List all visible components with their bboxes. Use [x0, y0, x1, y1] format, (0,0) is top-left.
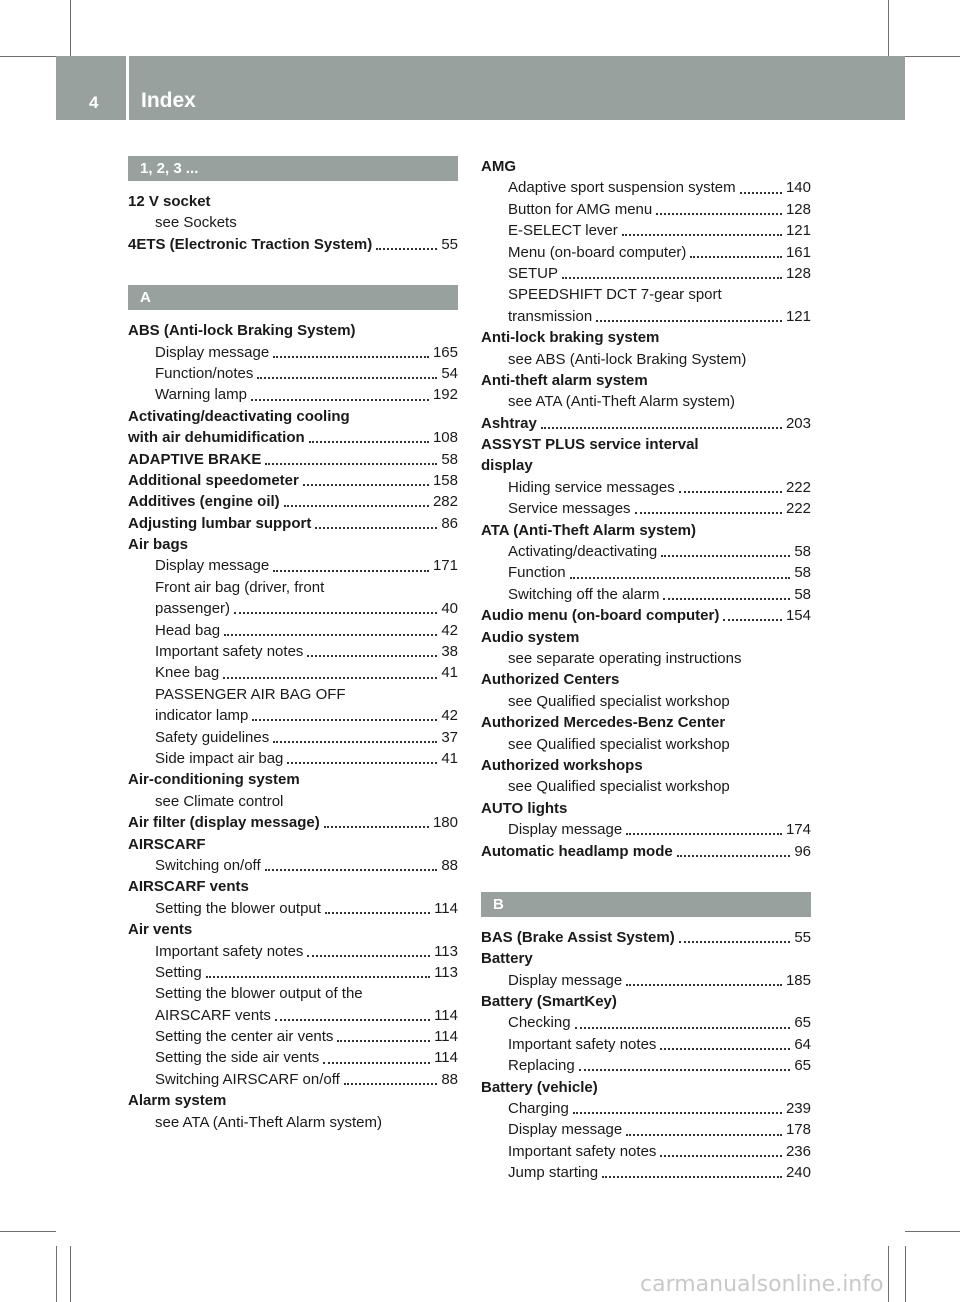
- entry-label: Knee bag: [155, 664, 220, 682]
- entry-label: Air bags: [128, 536, 189, 554]
- entry-label: Air-conditioning system: [128, 771, 300, 789]
- entry-label: SETUP: [508, 264, 559, 282]
- entry-label: Display message: [508, 821, 623, 839]
- index-subentry[interactable]: [128, 727, 458, 748]
- index-entry: [481, 755, 811, 776]
- index-subentry[interactable]: [481, 498, 811, 519]
- entry-label: Setting: [155, 963, 202, 981]
- index-subentry: [481, 734, 811, 755]
- page-reference[interactable]: 114: [434, 1049, 458, 1067]
- entry-label: passenger): [155, 600, 231, 618]
- page-reference[interactable]: 185: [785, 971, 811, 989]
- dot-leader: [257, 376, 437, 379]
- index-entry[interactable]: [128, 234, 458, 255]
- page-reference[interactable]: 38: [441, 643, 458, 661]
- entry-label: Warning lamp: [155, 386, 247, 404]
- dot-leader: [677, 854, 791, 857]
- dot-leader: [690, 255, 782, 258]
- index-entry[interactable]: [128, 470, 458, 491]
- dot-leader: [303, 483, 429, 486]
- dot-leader: [596, 319, 782, 322]
- index-subentry[interactable]: [481, 177, 811, 198]
- dot-leader: [660, 1047, 790, 1050]
- page-reference[interactable]: 88: [441, 856, 458, 874]
- entry-label: see ATA (Anti-Theft Alarm system): [508, 393, 736, 411]
- page-reference[interactable]: 222: [785, 500, 811, 518]
- page-reference[interactable]: 161: [785, 243, 811, 261]
- index-entry[interactable]: [128, 513, 458, 534]
- index-subentry[interactable]: [481, 819, 811, 840]
- entry-label: display: [481, 457, 533, 475]
- section-header: A: [128, 285, 458, 310]
- index-subentry[interactable]: [481, 1034, 811, 1055]
- entry-label: Activating/deactivating cooling: [128, 407, 350, 425]
- index-entry: [128, 191, 458, 212]
- page-reference[interactable]: 114: [434, 899, 458, 917]
- index-subentry: [481, 776, 811, 797]
- index-subentry[interactable]: [128, 855, 458, 876]
- index-subentry[interactable]: [128, 384, 458, 405]
- entry-label: PASSENGER AIR BAG OFF: [155, 685, 346, 703]
- index-entry[interactable]: [481, 927, 811, 948]
- entry-label: Switching AIRSCARF on/off: [155, 1070, 340, 1088]
- entry-label: Head bag: [155, 621, 221, 639]
- entry-label: Replacing: [508, 1057, 575, 1075]
- dot-leader: [660, 1154, 782, 1157]
- spacer: [128, 181, 458, 191]
- entry-label: Setting the side air vents: [155, 1049, 320, 1067]
- page-header: [56, 56, 905, 120]
- spacer: [481, 862, 811, 892]
- entry-label: Menu (on-board computer): [508, 243, 687, 261]
- page-reference[interactable]: 178: [785, 1121, 811, 1139]
- page-reference[interactable]: 96: [794, 842, 811, 860]
- page-reference[interactable]: 113: [434, 942, 458, 960]
- dot-leader: [723, 618, 782, 621]
- entry-label: Adjusting lumbar support: [128, 514, 312, 532]
- dot-leader: [273, 569, 429, 572]
- page-reference[interactable]: 37: [441, 728, 458, 746]
- index-subentry[interactable]: [128, 363, 458, 384]
- page-reference[interactable]: 140: [785, 179, 811, 197]
- page-number: 4: [89, 93, 99, 112]
- index-entry: [128, 919, 458, 940]
- page-reference[interactable]: 154: [785, 607, 811, 625]
- entry-label: Display message: [508, 1121, 623, 1139]
- entry-label: Adaptive sport suspension system: [508, 179, 736, 197]
- index-subentry: [128, 212, 458, 233]
- dot-leader: [223, 676, 437, 679]
- entry-label: Button for AMG menu: [508, 200, 653, 218]
- page-reference[interactable]: 128: [785, 200, 811, 218]
- dot-leader: [337, 1039, 430, 1042]
- index-subentry: [481, 349, 811, 370]
- page-reference[interactable]: 114: [434, 1028, 458, 1046]
- entry-label: Audio menu (on-board computer): [481, 607, 720, 625]
- index-subentry: [481, 691, 811, 712]
- index-entry: [128, 876, 458, 897]
- dot-leader: [575, 1026, 791, 1029]
- entry-label: see Sockets: [155, 214, 237, 232]
- dot-leader: [376, 247, 437, 250]
- dot-leader: [265, 868, 438, 871]
- dot-leader: [273, 355, 429, 358]
- index-subentry[interactable]: [128, 662, 458, 683]
- index-entry: [481, 434, 811, 455]
- index-entry: [481, 798, 811, 819]
- index-subentry: [128, 1112, 458, 1133]
- crop-mark: [888, 0, 889, 56]
- index-entry: [481, 455, 811, 476]
- dot-leader: [626, 1133, 782, 1136]
- page-reference[interactable]: 222: [785, 478, 811, 496]
- crop-mark: [70, 0, 71, 56]
- index-subentry[interactable]: [481, 1119, 811, 1140]
- entry-label: Authorized Centers: [481, 671, 620, 689]
- entry-label: Front air bag (driver, front: [155, 578, 325, 596]
- dot-leader: [307, 954, 430, 957]
- crop-mark: [905, 56, 960, 57]
- watermark: carmanualsonline.info: [640, 1272, 884, 1297]
- index-entry: [481, 627, 811, 648]
- entry-label: Additional speedometer: [128, 471, 299, 489]
- index-column-left: [128, 156, 458, 1133]
- entry-label: Setting the center air vents: [155, 1028, 334, 1046]
- entry-label: Battery (vehicle): [481, 1078, 598, 1096]
- entry-label: Hiding service messages: [508, 478, 675, 496]
- dot-leader: [679, 940, 791, 943]
- entry-label: Switching on/off: [155, 856, 261, 874]
- dot-leader: [602, 1175, 782, 1178]
- entry-label: see ABS (Anti-lock Braking System): [508, 350, 747, 368]
- section-header: 1, 2, 3 ...: [128, 156, 458, 181]
- index-subentry[interactable]: [481, 199, 811, 220]
- entry-label: Display message: [508, 971, 623, 989]
- dot-leader: [622, 233, 782, 236]
- entry-label: ATA (Anti-Theft Alarm system): [481, 521, 697, 539]
- entry-label: Anti-lock braking system: [481, 329, 660, 347]
- dot-leader: [344, 1082, 438, 1085]
- entry-label: Jump starting: [508, 1164, 599, 1182]
- spacer: [128, 310, 458, 320]
- page-reference[interactable]: 121: [785, 222, 811, 240]
- dot-leader: [265, 462, 437, 465]
- entry-label: AMG: [481, 158, 516, 175]
- index-entry[interactable]: [128, 491, 458, 512]
- dot-leader: [679, 490, 782, 493]
- page-reference[interactable]: 180: [432, 814, 458, 832]
- crop-mark: [0, 1231, 56, 1232]
- page-reference[interactable]: 86: [441, 514, 458, 532]
- dot-leader: [224, 633, 437, 636]
- page-reference[interactable]: 108: [432, 429, 458, 447]
- index-entry[interactable]: [481, 413, 811, 434]
- index-entry: [481, 370, 811, 391]
- entry-label: Battery: [481, 950, 533, 968]
- page-reference[interactable]: 42: [441, 621, 458, 639]
- crop-mark: [888, 1246, 889, 1302]
- page-reference[interactable]: 58: [794, 543, 811, 561]
- index-subentry[interactable]: [481, 1141, 811, 1162]
- index-entry: [481, 712, 811, 733]
- index-subentry[interactable]: [481, 263, 811, 284]
- entry-label: Additives (engine oil): [128, 493, 280, 511]
- entry-label: Anti-theft alarm system: [481, 371, 648, 389]
- page-reference[interactable]: 40: [441, 600, 458, 618]
- entry-label: Alarm system: [128, 1092, 227, 1110]
- index-subentry[interactable]: [481, 477, 811, 498]
- entry-label: BAS (Brake Assist System): [481, 928, 675, 946]
- index-subentry[interactable]: [481, 220, 811, 241]
- crop-mark: [905, 1246, 906, 1302]
- dot-leader: [287, 761, 437, 764]
- index-subentry[interactable]: [128, 555, 458, 576]
- dot-leader: [307, 654, 437, 657]
- index-subentry[interactable]: [481, 242, 811, 263]
- index-subentry[interactable]: [128, 641, 458, 662]
- index-subentry[interactable]: [481, 970, 811, 991]
- entry-label: Activating/deactivating: [508, 543, 658, 561]
- index-entry: [481, 156, 811, 177]
- dot-leader: [626, 832, 782, 835]
- page-title: Index: [141, 89, 196, 112]
- entry-label: Air vents: [128, 921, 193, 939]
- index-entry[interactable]: [481, 605, 811, 626]
- page-reference[interactable]: 165: [432, 343, 458, 361]
- index-entry: [481, 1077, 811, 1098]
- entry-label: indicator lamp: [155, 707, 249, 725]
- entry-label: see Climate control: [155, 792, 284, 810]
- entry-label: Battery (SmartKey): [481, 993, 617, 1011]
- section-header: B: [481, 892, 811, 917]
- entry-label: Important safety notes: [508, 1142, 657, 1160]
- crop-mark: [56, 1246, 57, 1302]
- dot-leader: [661, 554, 790, 557]
- dot-leader: [663, 597, 790, 600]
- index-subentry[interactable]: [128, 705, 458, 726]
- page-reference[interactable]: 203: [785, 414, 811, 432]
- page-reference[interactable]: 58: [794, 585, 811, 603]
- index-subentry[interactable]: [128, 598, 458, 619]
- dot-leader: [275, 1018, 430, 1021]
- index-entry: [128, 1090, 458, 1111]
- index-entry[interactable]: [128, 812, 458, 833]
- entry-label: Audio system: [481, 628, 580, 646]
- index-subentry[interactable]: [128, 898, 458, 919]
- dot-leader: [315, 526, 437, 529]
- index-entry: [128, 320, 458, 341]
- entry-label: SPEEDSHIFT DCT 7-gear sport: [508, 286, 722, 304]
- spacer: [481, 917, 811, 927]
- index-subentry[interactable]: [481, 1055, 811, 1076]
- index-entry: [481, 991, 811, 1012]
- entry-label: transmission: [508, 307, 593, 325]
- index-entry[interactable]: [128, 427, 458, 448]
- dot-leader: [324, 825, 429, 828]
- crop-mark: [0, 56, 56, 57]
- index-subentry[interactable]: [481, 306, 811, 327]
- index-subentry[interactable]: [128, 1047, 458, 1068]
- spacer: [128, 255, 458, 285]
- index-subentry[interactable]: [128, 620, 458, 641]
- entry-label: Authorized Mercedes-Benz Center: [481, 714, 726, 732]
- dot-leader: [579, 1068, 791, 1071]
- page-reference[interactable]: 113: [434, 963, 458, 981]
- entry-label: Charging: [508, 1100, 569, 1118]
- dot-leader: [562, 276, 782, 279]
- page-reference[interactable]: 192: [432, 386, 458, 404]
- entry-label: Authorized workshops: [481, 756, 643, 774]
- entry-label: ABS (Anti-lock Braking System): [128, 322, 356, 340]
- dot-leader: [626, 983, 782, 986]
- page-reference[interactable]: 55: [441, 235, 458, 253]
- index-subentry: [128, 684, 458, 705]
- dot-leader: [251, 398, 429, 401]
- entry-label: E-SELECT lever: [508, 222, 618, 240]
- index-entry: [481, 327, 811, 348]
- index-subentry[interactable]: [128, 342, 458, 363]
- entry-label: Important safety notes: [508, 1035, 657, 1053]
- entry-label: Service messages: [508, 500, 631, 518]
- page-reference[interactable]: 114: [434, 1006, 458, 1024]
- index-subentry: [128, 577, 458, 598]
- entry-label: Important safety notes: [155, 643, 304, 661]
- entry-label: see Qualified specialist workshop: [508, 692, 730, 710]
- dot-leader: [252, 718, 437, 721]
- index-subentry[interactable]: [481, 584, 811, 605]
- page-reference[interactable]: 41: [441, 664, 458, 682]
- dot-leader: [206, 975, 430, 978]
- entry-label: AIRSCARF: [128, 835, 206, 853]
- dot-leader: [284, 504, 429, 507]
- page-reference[interactable]: 58: [794, 564, 811, 582]
- index-subentry[interactable]: [481, 562, 811, 583]
- index-entry: [481, 520, 811, 541]
- entry-label: Function/notes: [155, 364, 254, 382]
- index-subentry: [481, 391, 811, 412]
- dot-leader: [234, 611, 437, 614]
- entry-label: Safety guidelines: [155, 728, 270, 746]
- index-entry[interactable]: [128, 449, 458, 470]
- index-subentry[interactable]: [481, 541, 811, 562]
- entry-label: Setting the blower output: [155, 899, 321, 917]
- page-reference[interactable]: 65: [794, 1057, 811, 1075]
- index-entry: [128, 406, 458, 427]
- page-reference[interactable]: 121: [785, 307, 811, 325]
- page-reference[interactable]: 41: [441, 749, 458, 767]
- entry-label: Display message: [155, 557, 270, 575]
- page-reference[interactable]: 55: [794, 928, 811, 946]
- index-subentry[interactable]: [128, 748, 458, 769]
- entry-label: see Qualified specialist workshop: [508, 778, 730, 796]
- dot-leader: [573, 1111, 782, 1114]
- index-subentry[interactable]: [481, 1012, 811, 1033]
- entry-label: AIRSCARF vents: [128, 878, 249, 896]
- entry-label: Automatic headlamp mode: [481, 842, 673, 860]
- entry-label: Side impact air bag: [155, 749, 284, 767]
- entry-label: AUTO lights: [481, 799, 568, 817]
- index-column-right: [481, 156, 811, 1184]
- header-divider: [126, 56, 129, 120]
- index-subentry[interactable]: [128, 1069, 458, 1090]
- dot-leader: [656, 212, 782, 215]
- index-entry: [481, 948, 811, 969]
- crop-mark: [70, 1246, 71, 1302]
- page-reference[interactable]: 236: [785, 1142, 811, 1160]
- entry-label: Ashtray: [481, 414, 537, 432]
- index-subentry[interactable]: [481, 1162, 811, 1183]
- page-reference[interactable]: 240: [785, 1164, 811, 1182]
- entry-label: ASSYST PLUS service interval: [481, 436, 699, 454]
- page-reference[interactable]: 54: [441, 364, 458, 382]
- index-subentry[interactable]: [128, 962, 458, 983]
- index-subentry[interactable]: [481, 1098, 811, 1119]
- dot-leader: [273, 740, 437, 743]
- page-reference[interactable]: 239: [785, 1100, 811, 1118]
- page-reference[interactable]: 42: [441, 707, 458, 725]
- page-reference[interactable]: 88: [441, 1070, 458, 1088]
- dot-leader: [323, 1061, 430, 1064]
- page-reference[interactable]: 174: [785, 821, 811, 839]
- entry-label: with air dehumidification: [128, 429, 305, 447]
- entry-label: Important safety notes: [155, 942, 304, 960]
- index-subentry[interactable]: [128, 1005, 458, 1026]
- entry-label: see ATA (Anti-Theft Alarm system): [155, 1113, 383, 1131]
- entry-label: Display message: [155, 343, 270, 361]
- entry-label: ADAPTIVE BRAKE: [128, 450, 262, 468]
- dot-leader: [570, 576, 791, 579]
- dot-leader: [309, 440, 429, 443]
- index-subentry: [128, 983, 458, 1004]
- index-entry: [128, 834, 458, 855]
- page-reference[interactable]: 158: [432, 471, 458, 489]
- page-reference[interactable]: 58: [441, 450, 458, 468]
- index-entry: [128, 769, 458, 790]
- index-subentry: [481, 284, 811, 305]
- crop-mark: [905, 1231, 960, 1232]
- index-entry[interactable]: [481, 841, 811, 862]
- entry-label: Switching off the alarm: [508, 585, 660, 603]
- dot-leader: [325, 911, 430, 914]
- dot-leader: [740, 191, 782, 194]
- page-reference[interactable]: 282: [432, 493, 458, 511]
- entry-label: Air filter (display message): [128, 814, 320, 832]
- entry-label: see separate operating instructions: [508, 649, 742, 667]
- index-subentry: [128, 791, 458, 812]
- entry-label: 4ETS (Electronic Traction System): [128, 235, 373, 253]
- entry-label: Function: [508, 564, 566, 582]
- page-reference[interactable]: 65: [794, 1014, 811, 1032]
- entry-label: 12 V socket: [128, 193, 211, 210]
- entry-label: Checking: [508, 1014, 571, 1032]
- dot-leader: [635, 511, 782, 514]
- index-subentry: [481, 648, 811, 669]
- index-entry: [128, 534, 458, 555]
- index-entry: [481, 669, 811, 690]
- page-reference[interactable]: 128: [785, 264, 811, 282]
- entry-label: Setting the blower output of the: [155, 985, 363, 1003]
- entry-label: AIRSCARF vents: [155, 1006, 271, 1024]
- dot-leader: [541, 426, 782, 429]
- page-reference[interactable]: 64: [794, 1035, 811, 1053]
- index-subentry[interactable]: [128, 941, 458, 962]
- page-reference[interactable]: 171: [432, 557, 458, 575]
- entry-label: see Qualified specialist workshop: [508, 735, 730, 753]
- index-subentry[interactable]: [128, 1026, 458, 1047]
